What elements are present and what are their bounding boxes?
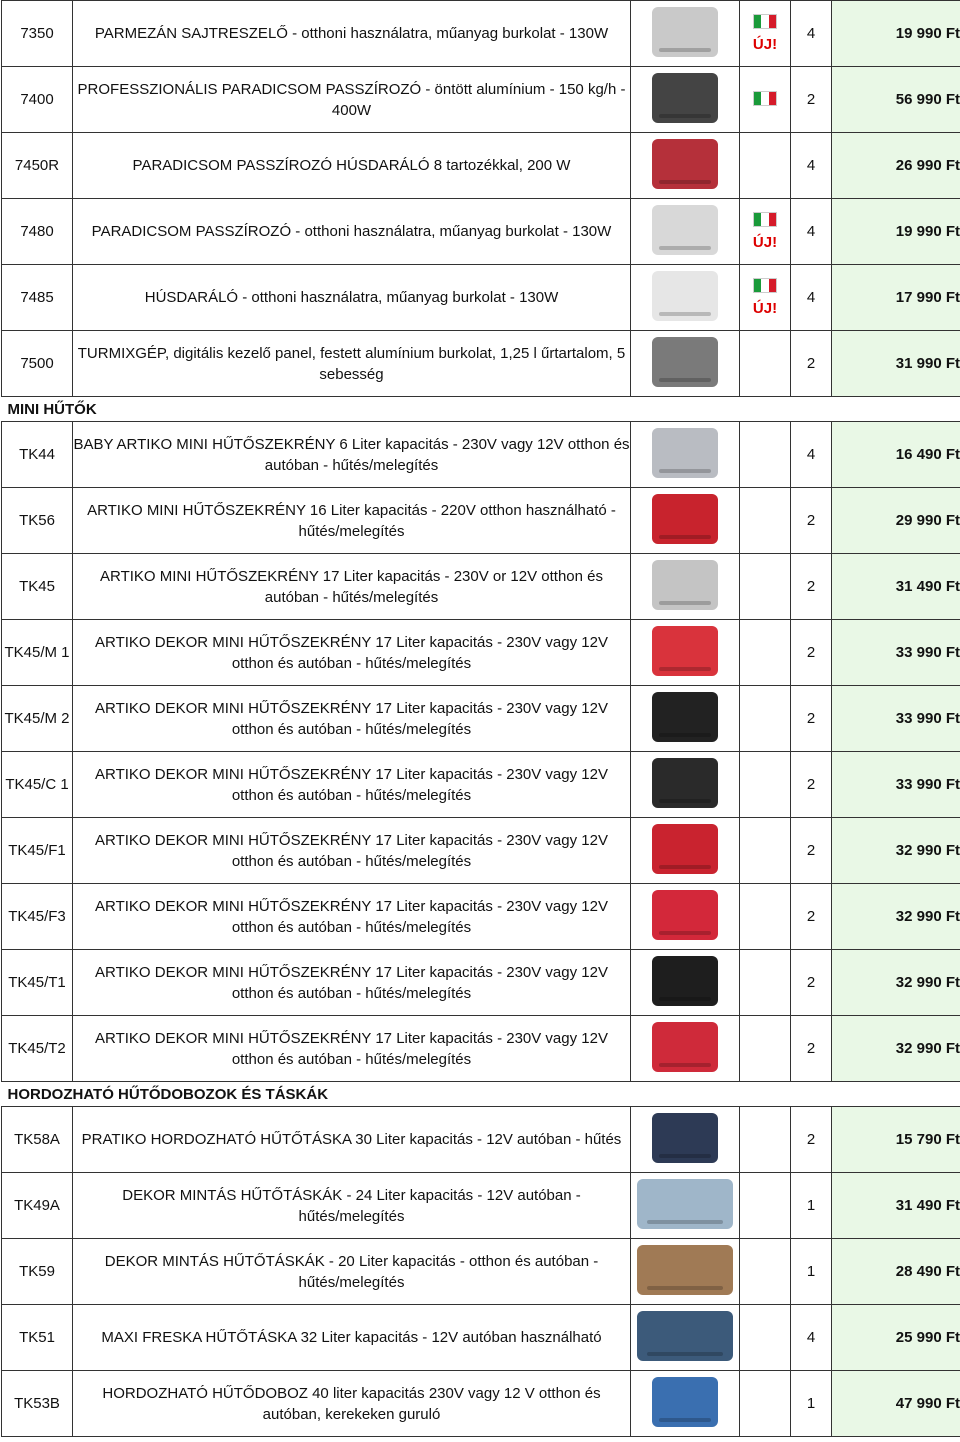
product-description: ARTIKO DEKOR MINI HŰTŐSZEKRÉNY 17 Liter kapacitás - 230V vagy 12V otthon és autóban - hűtés/melegítés [73,620,631,686]
tomato-press-icon [652,73,718,123]
italy-flag-icon [753,91,777,106]
product-code: 7500 [2,331,73,397]
blender-icon [652,337,718,387]
product-description: ARTIKO MINI HŰTŐSZEKRÉNY 16 Liter kapacitás - 220V otthon használható - hűtés/melegítés [73,488,631,554]
product-image [631,1,740,67]
product-description: TURMIXGÉP, digitális kezelő panel, festett alumínium burkolat, 1,25 l űrtartalom, 5 sebesség [73,331,631,397]
product-code: 7350 [2,1,73,67]
mini-fridge-icon [652,692,718,742]
product-image [631,1239,740,1305]
product-image [631,1305,740,1371]
product-description: ARTIKO DEKOR MINI HŰTŐSZEKRÉNY 17 Liter kapacitás - 230V vagy 12V otthon és autóban - hűtés/melegítés [73,884,631,950]
flag-stripe [761,92,768,105]
product-code: TK49A [2,1173,73,1239]
product-image [631,199,740,265]
product-image [631,752,740,818]
package-quantity: 2 [791,488,832,554]
flag-stripe [761,15,768,28]
product-price: 25 990 Ft [832,1305,960,1371]
package-quantity: 2 [791,1107,832,1173]
product-image [631,331,740,397]
meat-grinder-icon [652,271,718,321]
cooler-bag-icon [637,1245,733,1295]
origin-flag-cell [740,1305,791,1371]
table-row [2,818,960,884]
section-coolers [2,1082,960,1107]
package-quantity: 2 [791,950,832,1016]
package-quantity: 2 [791,67,832,133]
table-row [2,1016,960,1082]
mini-fridge-icon [652,494,718,544]
package-quantity: 2 [791,884,832,950]
product-table-body [2,1,960,1437]
cooler-box-icon [652,1113,718,1163]
italy-flag-icon [753,212,777,227]
product-price: 26 990 Ft [832,133,960,199]
origin-flag-cell [740,1239,791,1305]
package-quantity: 4 [791,133,832,199]
product-image [631,133,740,199]
product-description: DEKOR MINTÁS HŰTŐTÁSKÁK - 24 Liter kapacitás - 12V autóban - hűtés/melegítés [73,1173,631,1239]
flag-stripe [769,279,776,292]
product-image [631,1173,740,1239]
product-description: ARTIKO DEKOR MINI HŰTŐSZEKRÉNY 17 Liter kapacitás - 230V vagy 12V otthon és autóban - hűtés/melegítés [73,818,631,884]
product-image [631,950,740,1016]
product-code: TK58A [2,1107,73,1173]
product-code: TK45/F1 [2,818,73,884]
product-code: TK45 [2,554,73,620]
table-row [2,1,960,67]
product-code: TK45/M 1 [2,620,73,686]
product-image [631,67,740,133]
table-row [2,752,960,818]
origin-flag-cell [740,752,791,818]
product-image [631,1016,740,1082]
product-price: 32 990 Ft [832,1016,960,1082]
product-code: TK51 [2,1305,73,1371]
product-price: 16 490 Ft [832,422,960,488]
table-row [2,950,960,1016]
product-price: 33 990 Ft [832,686,960,752]
table-row [2,133,960,199]
product-code: 7450R [2,133,73,199]
product-image [631,488,740,554]
table-row [2,884,960,950]
flag-stripe [754,279,761,292]
cooler-bag-icon [637,1311,733,1361]
section-mini-fridges [2,397,960,422]
product-code: 7400 [2,67,73,133]
origin-flag-cell [740,686,791,752]
new-badge: ÚJ! [752,234,778,251]
product-price: 28 490 Ft [832,1239,960,1305]
mini-fridge-icon [652,890,718,940]
flag-group [753,91,777,109]
table-row [2,265,960,331]
package-quantity: 4 [791,265,832,331]
product-price: 29 990 Ft [832,488,960,554]
origin-flag-cell [740,67,791,133]
flag-stripe [754,92,761,105]
product-price: 33 990 Ft [832,752,960,818]
section-coolers-title: HORDOZHATÓ HŰTŐDOBOZOK ÉS TÁSKÁK [2,1082,960,1107]
product-code: TK45/F3 [2,884,73,950]
italy-flag-icon [753,14,777,29]
flag-group [753,212,777,251]
product-code: 7485 [2,265,73,331]
product-description: PRATIKO HORDOZHATÓ HŰTŐTÁSKA 30 Liter kapacitás - 12V autóban - hűtés [73,1107,631,1173]
product-price: 17 990 Ft [832,265,960,331]
origin-flag-cell [740,265,791,331]
flag-group [753,14,777,53]
new-badge: ÚJ! [752,36,778,53]
mini-fridge-icon [652,956,718,1006]
flag-stripe [769,15,776,28]
cooler-bag-icon [637,1179,733,1229]
product-price: 47 990 Ft [832,1371,960,1437]
product-image [631,265,740,331]
product-code: TK59 [2,1239,73,1305]
origin-flag-cell [740,331,791,397]
table-row [2,620,960,686]
table-row [2,67,960,133]
product-image [631,554,740,620]
section-mini-fridges-title: MINI HŰTŐK [2,397,960,422]
table-row [2,686,960,752]
product-price: 15 790 Ft [832,1107,960,1173]
product-price: 31 490 Ft [832,1173,960,1239]
product-price: 32 990 Ft [832,950,960,1016]
origin-flag-cell [740,133,791,199]
table-row [2,1305,960,1371]
package-quantity: 1 [791,1371,832,1437]
product-code: TK44 [2,422,73,488]
product-description: MAXI FRESKA HŰTŐTÁSKA 32 Liter kapacitás - 12V autóban használható [73,1305,631,1371]
cooler-box-icon [652,1377,718,1427]
flag-stripe [754,15,761,28]
product-description: ARTIKO DEKOR MINI HŰTŐSZEKRÉNY 17 Liter kapacitás - 230V vagy 12V otthon és autóban - hűtés/melegítés [73,1016,631,1082]
package-quantity: 4 [791,1,832,67]
package-quantity: 2 [791,1016,832,1082]
table-row [2,199,960,265]
product-image [631,1371,740,1437]
tomato-press-icon [652,205,718,255]
package-quantity: 4 [791,1305,832,1371]
product-description: ARTIKO DEKOR MINI HŰTŐSZEKRÉNY 17 Liter kapacitás - 230V vagy 12V otthon és autóban - hűtés/melegítés [73,752,631,818]
product-image [631,884,740,950]
mini-fridge-icon [652,1022,718,1072]
package-quantity: 1 [791,1239,832,1305]
origin-flag-cell [740,488,791,554]
product-description: PARADICSOM PASSZÍROZÓ - otthoni használatra, műanyag burkolat - 130W [73,199,631,265]
product-price-table [1,0,960,1437]
product-price: 32 990 Ft [832,884,960,950]
product-price: 19 990 Ft [832,199,960,265]
mini-fridge-icon [652,428,718,478]
product-description: ARTIKO DEKOR MINI HŰTŐSZEKRÉNY 17 Liter kapacitás - 230V vagy 12V otthon és autóban - hűtés/melegítés [73,950,631,1016]
origin-flag-cell [740,422,791,488]
mini-fridge-icon [652,824,718,874]
product-code: TK45/M 2 [2,686,73,752]
origin-flag-cell [740,554,791,620]
package-quantity: 1 [791,1173,832,1239]
product-image [631,620,740,686]
table-row [2,1107,960,1173]
product-price: 33 990 Ft [832,620,960,686]
product-image [631,422,740,488]
package-quantity: 4 [791,199,832,265]
product-description: DEKOR MINTÁS HŰTŐTÁSKÁK - 20 Liter kapacitás - otthon és autóban - hűtés/melegítés [73,1239,631,1305]
package-quantity: 2 [791,620,832,686]
mini-fridge-icon [652,626,718,676]
product-description: HORDOZHATÓ HŰTŐDOBOZ 40 liter kapacitás 230V vagy 12 V otthon és autóban, kerekeken guruló [73,1371,631,1437]
product-code: TK56 [2,488,73,554]
table-row [2,1173,960,1239]
package-quantity: 2 [791,686,832,752]
product-price: 31 490 Ft [832,554,960,620]
product-image [631,818,740,884]
table-row [2,1239,960,1305]
flag-stripe [761,279,768,292]
product-description: HÚSDARÁLÓ - otthoni használatra, műanyag burkolat - 130W [73,265,631,331]
table-row [2,488,960,554]
product-price: 32 990 Ft [832,818,960,884]
package-quantity: 2 [791,331,832,397]
origin-flag-cell [740,1107,791,1173]
origin-flag-cell [740,199,791,265]
mini-fridge-icon [652,560,718,610]
origin-flag-cell [740,1371,791,1437]
package-quantity: 2 [791,818,832,884]
mini-fridge-icon [652,758,718,808]
product-price: 56 990 Ft [832,67,960,133]
flag-stripe [769,92,776,105]
flag-group [753,278,777,317]
product-description: BABY ARTIKO MINI HŰTŐSZEKRÉNY 6 Liter kapacitás - 230V vagy 12V otthon és autóban - hűtés/melegítés [73,422,631,488]
product-code: TK45/T2 [2,1016,73,1082]
italy-flag-icon [753,278,777,293]
table-row [2,1371,960,1437]
package-quantity: 2 [791,554,832,620]
product-description: PARADICSOM PASSZÍROZÓ HÚSDARÁLÓ 8 tartozékkal, 200 W [73,133,631,199]
product-image [631,686,740,752]
product-code: TK45/C 1 [2,752,73,818]
package-quantity: 2 [791,752,832,818]
flag-stripe [754,213,761,226]
flag-stripe [769,213,776,226]
product-description: ARTIKO MINI HŰTŐSZEKRÉNY 17 Liter kapacitás - 230V or 12V otthon és autóban - hűtés/melegítés [73,554,631,620]
origin-flag-cell [740,620,791,686]
table-row [2,422,960,488]
product-description: PARMEZÁN SAJTRESZELŐ - otthoni használatra, műanyag burkolat - 130W [73,1,631,67]
product-description: ARTIKO DEKOR MINI HŰTŐSZEKRÉNY 17 Liter kapacitás - 230V vagy 12V otthon és autóban - hűtés/melegítés [73,686,631,752]
origin-flag-cell [740,818,791,884]
product-image [631,1107,740,1173]
new-badge: ÚJ! [752,300,778,317]
origin-flag-cell [740,1,791,67]
cheese-grater-icon [652,7,718,57]
origin-flag-cell [740,1016,791,1082]
table-row [2,554,960,620]
product-price: 19 990 Ft [832,1,960,67]
meat-grinder-icon [652,139,718,189]
product-price: 31 990 Ft [832,331,960,397]
package-quantity: 4 [791,422,832,488]
product-code: 7480 [2,199,73,265]
flag-stripe [761,213,768,226]
origin-flag-cell [740,884,791,950]
product-description: PROFESSZIONÁLIS PARADICSOM PASSZÍROZÓ - öntött alumínium - 150 kg/h - 400W [73,67,631,133]
table-row [2,331,960,397]
origin-flag-cell [740,950,791,1016]
product-code: TK53B [2,1371,73,1437]
product-code: TK45/T1 [2,950,73,1016]
origin-flag-cell [740,1173,791,1239]
